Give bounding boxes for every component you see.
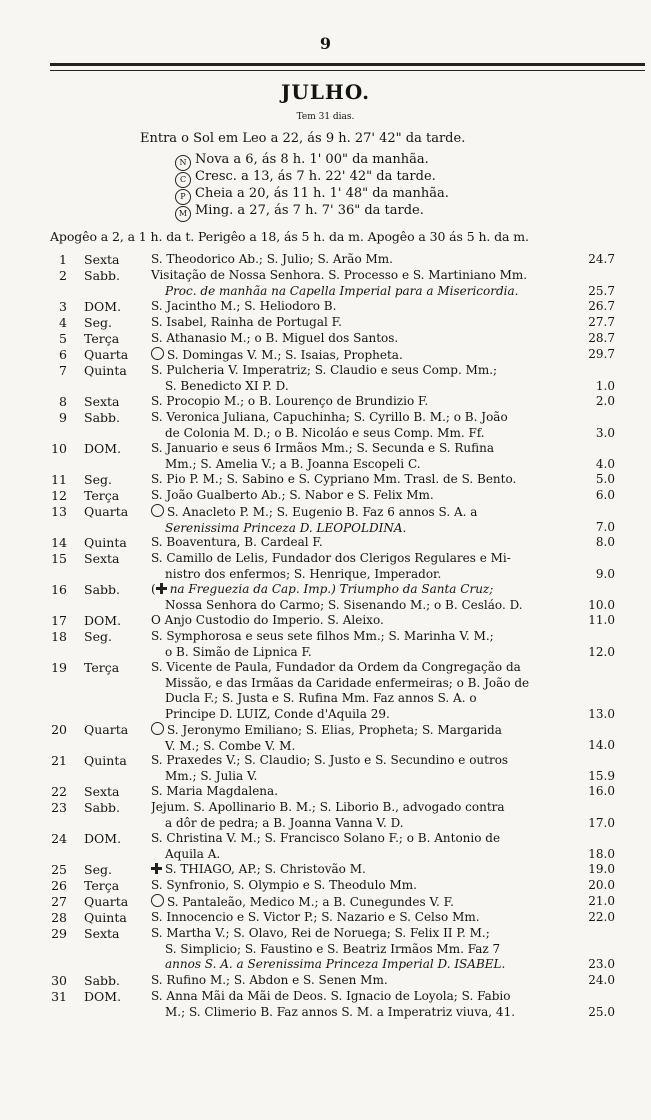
- day-text-line: Missão, e das Irmãas da Caridade enfermeiras; o B. João de: [165, 675, 530, 690]
- day-text-line: Serenissima Princeza D. LEOPOLDINA.: [165, 520, 407, 535]
- day-text: [151, 910, 586, 926]
- moon-phase-text: Nova a 6, ás 8 h. 1' 00" da manhãa.: [195, 152, 429, 167]
- weekday: Terça: [84, 331, 120, 346]
- weekday: Quarta: [84, 894, 129, 909]
- day-text: [151, 753, 586, 784]
- weekday: Sexta: [84, 394, 120, 409]
- day-value: 25.7: [588, 283, 615, 298]
- day-number: 14: [51, 535, 67, 550]
- day-text-line: Visitação de Nossa Senhora. S. Processo e S. Martiniano Mm.: [151, 268, 528, 282]
- day-number: 24: [51, 831, 67, 846]
- day-number: 26: [51, 878, 67, 893]
- day-text-line: [151, 504, 586, 521]
- full-moon-mark-icon: [151, 722, 164, 735]
- day-value: 24.0: [588, 973, 615, 987]
- day-value: 15.9: [588, 768, 615, 783]
- day-text-line: O Anjo Custodio do Imperio. S. Aleixo.: [151, 613, 384, 627]
- day-text-line: Jejum. S. Apollinario B. M.; S. Liborio B., advogado contra: [151, 800, 505, 814]
- day-number: 31: [51, 989, 67, 1004]
- day-text-line: Ducla F.; S. Justa e S. Rufina Mm. Faz annos S. A. o: [165, 691, 477, 705]
- day-text-line: Proc. de manhãa na Capella Imperial para a Misericordia.: [165, 283, 519, 298]
- day-value: 9.0: [595, 566, 615, 581]
- day-number: 27: [51, 894, 67, 909]
- day-text-line: S. Pio P. M.; S. Sabino e S. Cypriano Mm. Trasl. de S. Bento.: [151, 472, 517, 486]
- weekday: Sabb.: [84, 582, 120, 597]
- day-text-line: S. Symphorosa e seus sete filhos Mm.; S. Marinha V. M.;: [151, 629, 494, 643]
- day-text-line: S. Vicente de Paula, Fundador da Ordem da Congregação da: [151, 660, 521, 674]
- day-value: 7.0: [595, 519, 615, 534]
- day-text-line: M.; S. Climerio B. Faz annos S. M. a Imperatriz viuva, 41.: [165, 1004, 516, 1019]
- weekday: Quinta: [84, 535, 127, 550]
- day-text-line: Nossa Senhora do Carmo; S. Sisenando M.; o B. Cesláo. D.: [165, 597, 523, 612]
- day-number: 1: [59, 252, 67, 267]
- day-text-line: S. Benedicto XI P. D.: [165, 378, 289, 393]
- apogee-perigee-line: Apogêo a 2, a 1 h. da t. Perigêo a 18, ás 5 h. da m. Apogêo a 30 ás 5 h. da m.: [50, 229, 529, 244]
- day-text: [151, 472, 586, 488]
- day-text: [151, 973, 586, 989]
- day-text: [151, 268, 586, 299]
- day-text: [151, 252, 586, 268]
- day-text: [151, 878, 586, 894]
- day-number: 30: [51, 973, 67, 988]
- day-value: 8.0: [595, 535, 615, 549]
- day-text-span: S. Jeronymo Emiliano; S. Elias, Propheta; S. Margarida: [167, 723, 502, 737]
- moon-phase-mark-icon: [151, 347, 164, 360]
- day-number: 20: [51, 722, 67, 737]
- weekday: Seg.: [84, 315, 112, 330]
- day-number: 4: [59, 315, 67, 330]
- day-text-line: S. João Gualberto Ab.; S. Nabor e S. Felix Mm.: [151, 488, 434, 502]
- day-text-span: na Freguezia da Cap. Imp.) Triumpho da Santa Cruz;: [169, 582, 494, 596]
- day-text-line: [151, 722, 586, 739]
- full-moon-icon: P: [175, 189, 191, 205]
- day-text-line: Aquila A.: [165, 846, 221, 861]
- day-value: 11.0: [588, 613, 615, 627]
- sun-entry-line: Entra o Sol em Leo a 22, ás 9 h. 27' 42" da tarde.: [140, 131, 466, 146]
- day-text-line: S. Maria Magdalena.: [151, 784, 279, 798]
- day-text-line: S. Veronica Juliana, Capuchinha; S. Cyrillo B. M.; o B. João: [151, 410, 508, 424]
- day-text-line: S. Januario e seus 6 Irmãos Mm.; S. Secunda e S. Rufina: [151, 441, 495, 455]
- day-number: 17: [51, 613, 67, 628]
- day-text-line: ( na Freguezia da Cap. Imp.) Triumpho da Santa Cruz;: [151, 582, 494, 596]
- weekday: DOM.: [84, 299, 122, 314]
- day-value: 5.0: [595, 472, 615, 486]
- moon-phase-text: Cresc. a 13, ás 7 h. 22' 42" da tarde.: [195, 169, 436, 184]
- day-value: 17.0: [588, 815, 615, 830]
- weekday: DOM.: [84, 989, 122, 1004]
- day-text-line: S. Simplicio; S. Faustino e S. Beatriz Irmãos Mm. Faz 7: [165, 941, 501, 956]
- day-text-span: S. Pantaleão, Medico M.; a B. Cunegundes V. F.: [167, 895, 454, 909]
- page-number: 9: [319, 34, 332, 53]
- day-text-line: Principe D. LUIZ, Conde d'Aquila 29.: [165, 706, 390, 721]
- weekday: Sabb.: [84, 410, 120, 425]
- crescent-moon-icon: C: [175, 172, 191, 188]
- weekday: Seg.: [84, 629, 112, 644]
- cross-icon: [151, 863, 162, 874]
- day-value: 29.7: [588, 347, 615, 361]
- day-value: 4.0: [595, 456, 615, 471]
- day-number: 8: [59, 394, 67, 409]
- day-text-line: S. Procopio M.; o B. Lourenço de Brundizio F.: [151, 394, 429, 408]
- weekday: Terça: [84, 660, 120, 675]
- weekday: DOM.: [84, 613, 122, 628]
- day-text: [151, 582, 586, 613]
- weekday: Terça: [84, 878, 120, 893]
- day-text-line: S. Isabel, Rainha de Portugal F.: [151, 315, 342, 329]
- day-number: 5: [59, 331, 67, 346]
- day-value: 27.7: [588, 315, 615, 329]
- day-text-line: S. Praxedes V.; S. Claudio; S. Justo e S. Secundino e outros: [151, 753, 509, 767]
- day-text-line: Mm.; S. Amelia V.; a B. Joanna Escopeli C.: [165, 456, 421, 471]
- day-text: [151, 629, 586, 660]
- day-text: [151, 504, 586, 536]
- day-text: [151, 535, 586, 551]
- day-value: 13.0: [588, 706, 615, 721]
- day-text-line: S. Martha V.; S. Olavo, Rei de Noruega; S. Felix II P. M.;: [151, 926, 490, 940]
- weekday: Quarta: [84, 347, 129, 362]
- day-value: 23.0: [588, 957, 615, 971]
- day-number: 15: [51, 551, 67, 566]
- day-value: 18.0: [588, 846, 615, 861]
- day-text-line: S. Anna Mãi da Mãi de Deos. S. Ignacio de Loyola; S. Fabio: [151, 989, 511, 1003]
- new-moon-icon: N: [175, 155, 191, 171]
- day-text-line: [151, 894, 586, 911]
- day-text-line: o B. Simão de Lipnica F.: [165, 644, 312, 659]
- weekday: Quarta: [84, 504, 129, 519]
- day-text-line: [151, 862, 586, 878]
- day-text: [151, 831, 586, 862]
- day-text: [151, 613, 586, 629]
- day-text: [151, 315, 586, 331]
- day-number: 18: [51, 629, 67, 644]
- weekday: DOM.: [84, 441, 122, 456]
- days-count: Tem 31 dias.: [296, 112, 355, 122]
- day-value: 25.0: [588, 1004, 615, 1019]
- day-text-line: Mm.; S. Julia V.: [165, 768, 258, 783]
- weekday: Quinta: [84, 910, 127, 925]
- day-text-line: S. Synfronio, S. Olympio e S. Theodulo Mm.: [151, 878, 417, 892]
- weekday: Quarta: [84, 722, 129, 737]
- day-text: [151, 800, 586, 831]
- day-number: 11: [51, 472, 67, 487]
- day-value: 28.7: [588, 331, 615, 345]
- day-text-line: S. Athanasio M.; o B. Miguel dos Santos.: [151, 331, 399, 345]
- day-number: 3: [59, 299, 67, 314]
- day-text-line: annos S. A. a Serenissima Princeza Imperial D. ISABEL.: [165, 957, 506, 971]
- day-text: [151, 551, 586, 582]
- day-number: 16: [51, 582, 67, 597]
- day-text: [151, 926, 586, 973]
- weekday: Sabb.: [84, 800, 120, 815]
- crescent-moon-mark-icon: [151, 504, 164, 517]
- day-text-span: S. Anacleto P. M.; S. Eugenio B. Faz 6 annos S. A. a: [167, 505, 478, 519]
- day-text: [151, 488, 586, 504]
- day-text-line: a dôr de pedra; a B. Joanna Vanna V. D.: [165, 815, 404, 830]
- day-value: 1.0: [595, 378, 615, 393]
- day-text: [151, 722, 586, 754]
- day-text: [151, 784, 586, 800]
- day-text-line: S. Jacintho M.; S. Heliodoro B.: [151, 299, 337, 313]
- day-text-line: S. Innocencio e S. Victor P.; S. Nazario e S. Celso Mm.: [151, 910, 480, 924]
- weekday: Sexta: [84, 784, 120, 799]
- weekday: Seg.: [84, 862, 112, 877]
- day-text: [151, 410, 586, 441]
- day-value: 16.0: [588, 784, 615, 798]
- day-text-line: [151, 347, 586, 364]
- day-text: [151, 441, 586, 472]
- day-text-line: V. M.; S. Combe V. M.: [165, 738, 296, 753]
- day-text-line: S. Camillo de Lelis, Fundador dos Clerigos Regulares e Mi-: [151, 551, 511, 565]
- moon-phase-waning: [175, 203, 424, 222]
- day-number: 9: [59, 410, 67, 425]
- day-text: [151, 363, 586, 394]
- day-text: [151, 862, 586, 878]
- weekday: Quinta: [84, 753, 127, 768]
- cross-icon: [156, 583, 167, 594]
- day-number: 19: [51, 660, 67, 675]
- day-number: 29: [51, 926, 67, 941]
- day-number: 23: [51, 800, 67, 815]
- day-number: 28: [51, 910, 67, 925]
- day-value: 12.0: [588, 644, 615, 659]
- day-text-line: de Colonia M. D.; o B. Nicoláo e seus Comp. Mm. Ff.: [165, 425, 485, 440]
- day-number: 10: [51, 441, 67, 456]
- day-number: 12: [51, 488, 67, 503]
- day-value: 10.0: [588, 597, 615, 612]
- weekday: Sabb.: [84, 973, 120, 988]
- day-number: 13: [51, 504, 67, 519]
- weekday: DOM.: [84, 831, 122, 846]
- day-value: 14.0: [588, 737, 615, 752]
- top-rule-thick: [50, 63, 645, 66]
- day-number: 22: [51, 784, 67, 799]
- day-value: 20.0: [588, 878, 615, 892]
- day-text: [151, 660, 586, 722]
- day-text-span: S. THIAGO, AP.; S. Christovão M.: [165, 862, 366, 876]
- moon-phase-text: Ming. a 27, ás 7 h. 7' 36" da tarde.: [195, 203, 424, 218]
- day-text: [151, 331, 586, 347]
- moon-phase-text: Cheia a 20, ás 11 h. 1' 48" da manhãa.: [195, 186, 449, 201]
- weekday: Sexta: [84, 252, 120, 267]
- day-number: 7: [59, 363, 67, 378]
- day-value: 26.7: [588, 299, 615, 313]
- weekday: Seg.: [84, 472, 112, 487]
- day-value: 22.0: [588, 910, 615, 924]
- day-text-line: S. Boaventura, B. Cardeal F.: [151, 535, 323, 549]
- day-value: 2.0: [595, 394, 615, 408]
- day-text: [151, 347, 586, 364]
- day-text-line: nistro dos enfermos; S. Henrique, Imperador.: [165, 566, 442, 581]
- day-text-line: S. Rufino M.; S. Abdon e S. Senen Mm.: [151, 973, 388, 987]
- weekday: Quinta: [84, 363, 127, 378]
- day-value: 24.7: [588, 252, 615, 266]
- top-rule-thin: [50, 70, 645, 71]
- weekday: Terça: [84, 488, 120, 503]
- day-text-line: S. Pulcheria V. Imperatriz; S. Claudio e seus Comp. Mm.;: [151, 363, 498, 377]
- day-number: 21: [51, 753, 67, 768]
- weekday: Sabb.: [84, 268, 120, 283]
- day-text: [151, 299, 586, 315]
- day-text: [151, 989, 586, 1020]
- day-text-line: S. Christina V. M.; S. Francisco Solano F.; o B. Antonio de: [151, 831, 501, 845]
- month-title: JULHO.: [280, 80, 371, 104]
- day-value: 19.0: [588, 862, 615, 876]
- day-value: 3.0: [595, 425, 615, 440]
- weekday: Sexta: [84, 551, 120, 566]
- day-number: 25: [51, 862, 67, 877]
- day-text-span: S. Domingas V. M.; S. Isaias, Propheta.: [167, 348, 403, 362]
- day-number: 2: [59, 268, 67, 283]
- day-text-line: S. Theodorico Ab.; S. Julio; S. Arão Mm.: [151, 252, 393, 266]
- day-text: [151, 394, 586, 410]
- day-text: [151, 894, 586, 911]
- day-value: 21.0: [588, 894, 615, 908]
- waning-moon-icon: M: [175, 206, 191, 222]
- day-value: 6.0: [595, 488, 615, 502]
- weekday: Sexta: [84, 926, 120, 941]
- waning-moon-mark-icon: [151, 894, 164, 907]
- day-number: 6: [59, 347, 67, 362]
